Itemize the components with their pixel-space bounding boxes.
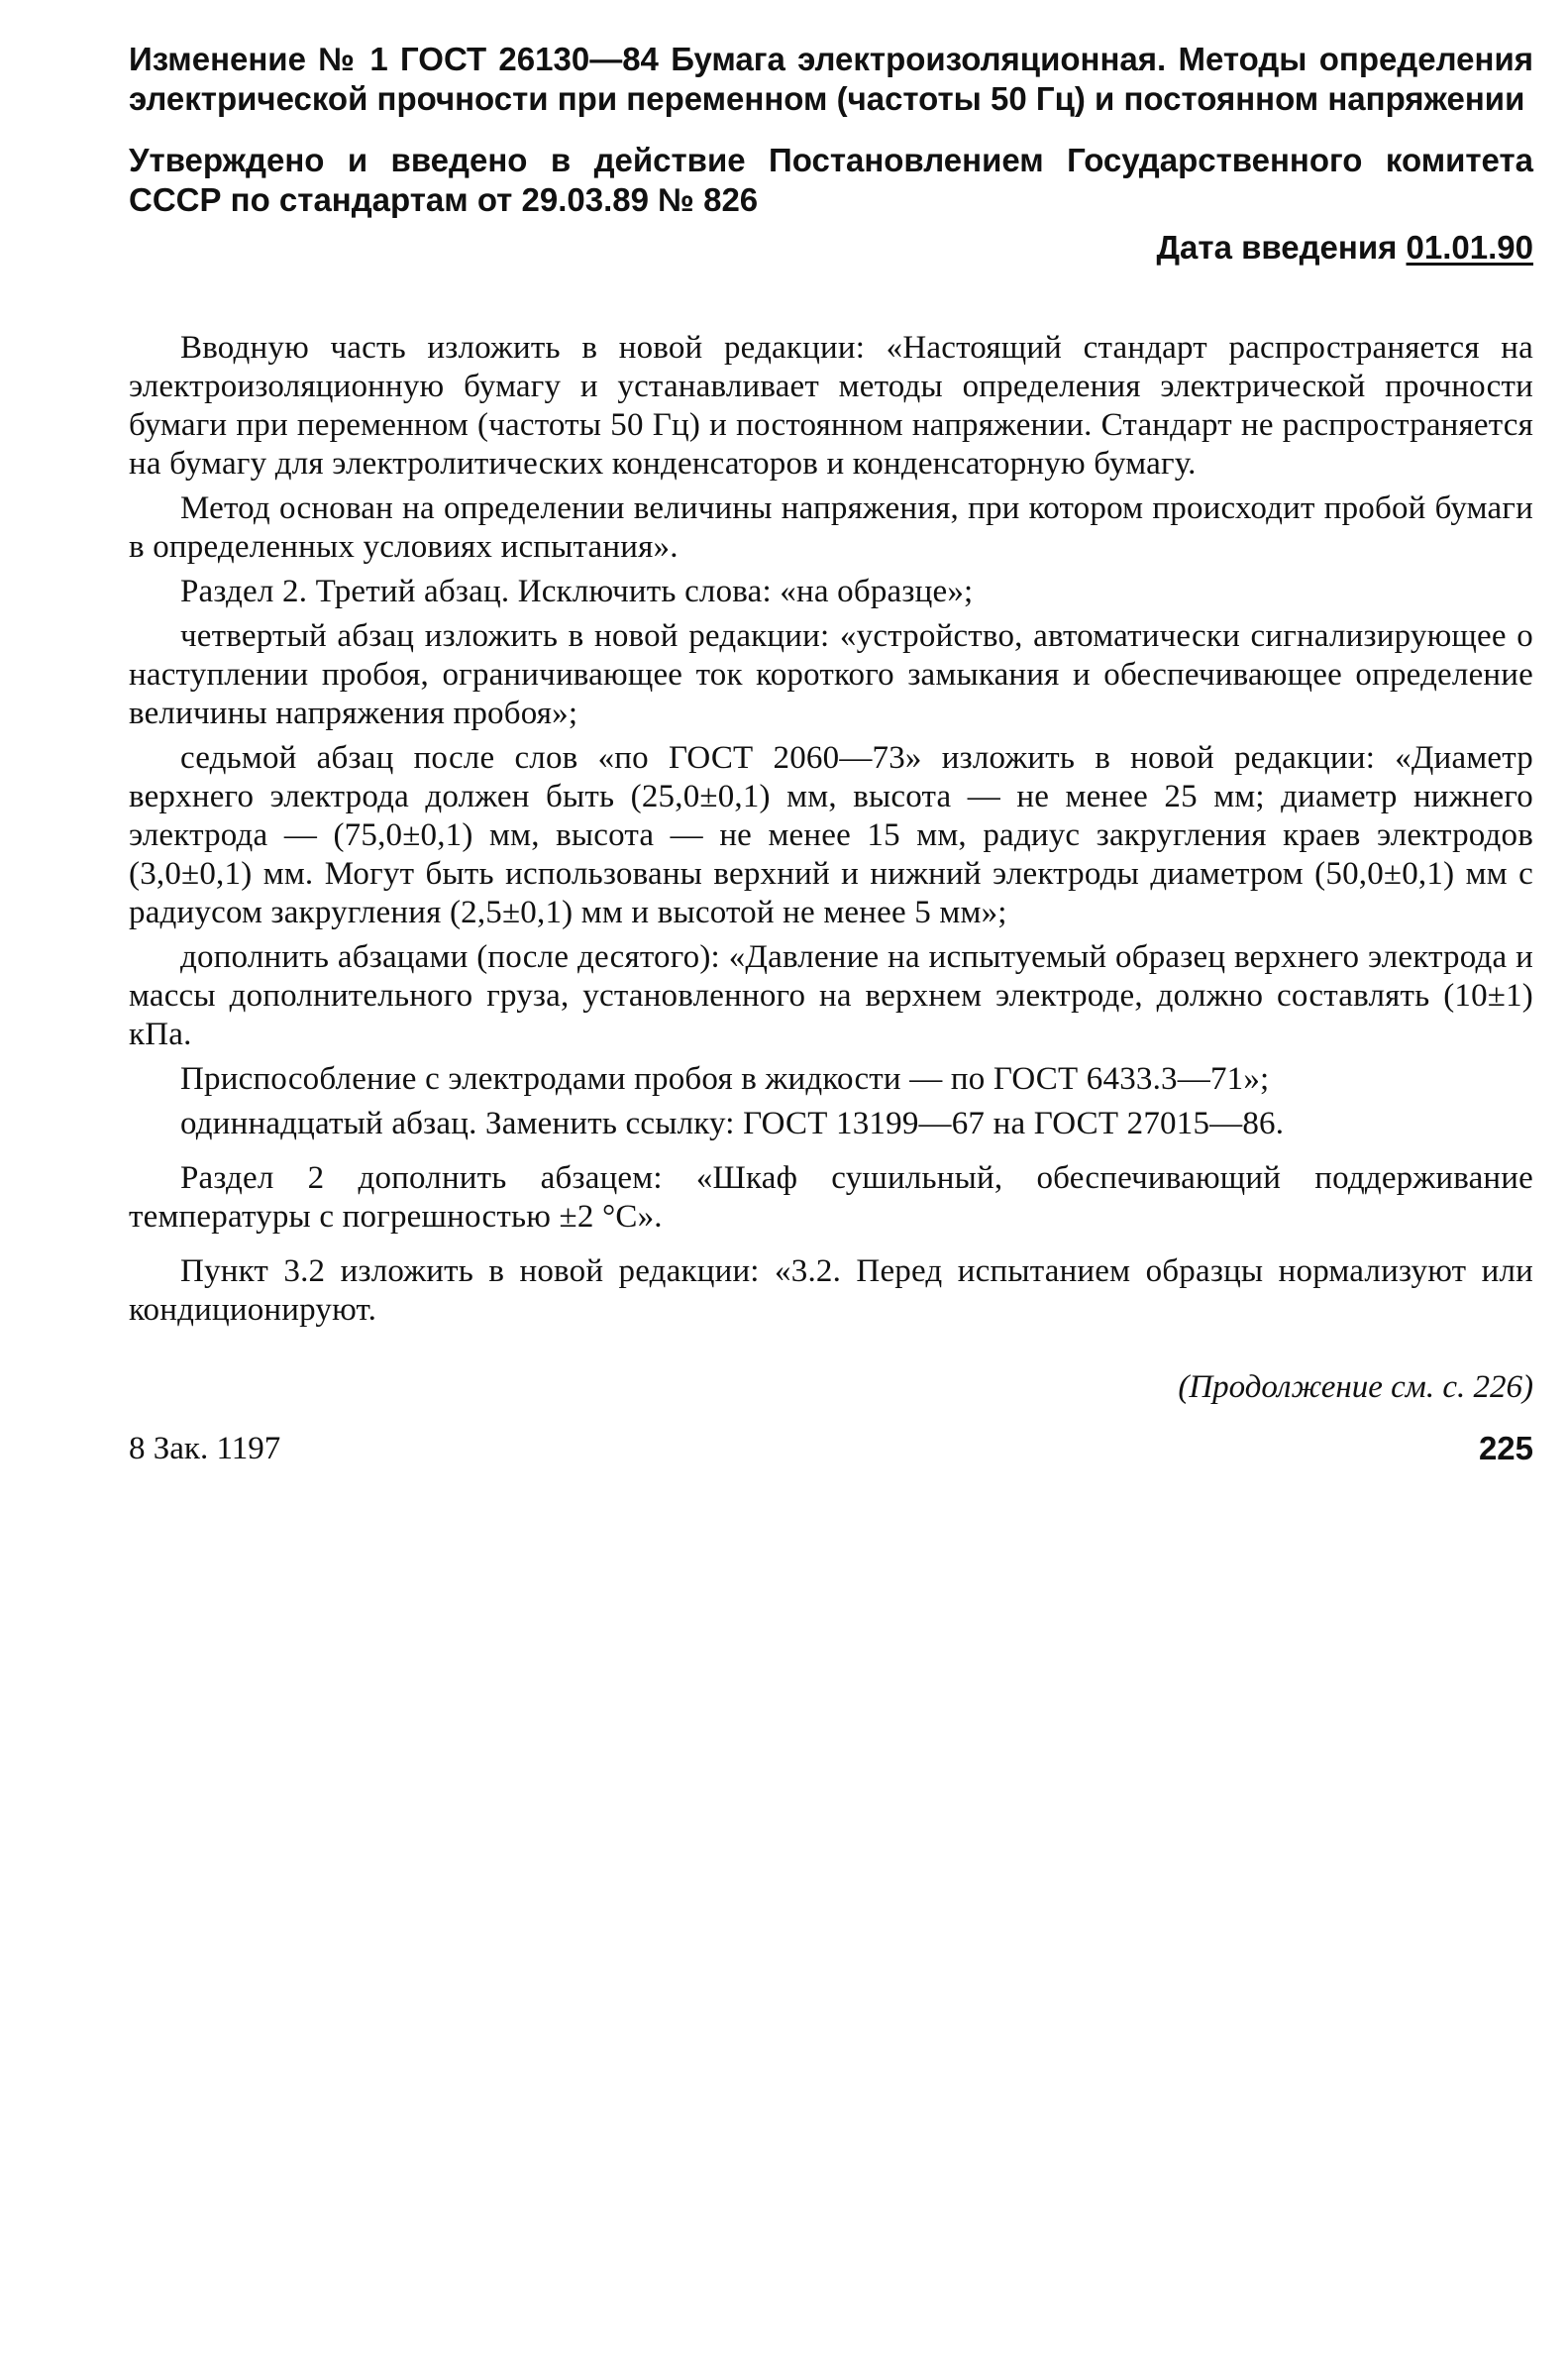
body-text bbox=[129, 329, 1533, 1330]
introduction-date bbox=[129, 228, 1533, 268]
date-value: 01.01.90 bbox=[1406, 229, 1533, 266]
page-footer bbox=[129, 1429, 1533, 1468]
continuation-note: (Продолжение см. с. 226) bbox=[1178, 1369, 1533, 1405]
document-page bbox=[129, 40, 1533, 1468]
paragraph-item-3-2: Пункт 3.2 изложить в новой редакции: «3.2. Перед испытанием образцы нормализуют или кондиционируют. bbox=[129, 1253, 1533, 1328]
paragraph-drying-cabinet: Раздел 2 дополнить абзацем: «Шкаф сушильный, обеспечивающий поддерживание температуры с погрешностью ±2 °С». bbox=[129, 1160, 1533, 1235]
date-label: Дата введения bbox=[1156, 229, 1398, 266]
paragraph-eleventh: одиннадцатый абзац. Заменить ссылку: ГОСТ 13199—67 на ГОСТ 27015—86. bbox=[180, 1106, 1285, 1141]
paragraph-method: Метод основан на определении величины напряжения, при котором происходит пробой бумаги в определенных условиях испытания». bbox=[129, 490, 1533, 565]
paragraph-section2-third: Раздел 2. Третий абзац. Исключить слова: «на образце»; bbox=[180, 574, 974, 609]
amendment-title: Изменение № 1 ГОСТ 26130—84 Бумага электроизоляционная. Методы определения электрической прочности при переменном (частоты 50 Гц) и постоянном напряжении bbox=[129, 41, 1533, 117]
paragraph-add-after-tenth: дополнить абзацами (после десятого): «Давление на испытуемый образец верхнего электрода и массы дополнительного груза, установленного на верхнем электроде, должно составлять (10±1) кПа. bbox=[129, 939, 1533, 1052]
page-number: 225 bbox=[1478, 1430, 1533, 1466]
paragraph-section2-fourth: четвертый абзац изложить в новой редакции: «устройство, автоматически сигнализирующее о наступлении пробоя, ограничивающее ток короткого замыкания и обеспечивающее определение величины напряжения пробоя»; bbox=[129, 618, 1533, 731]
paragraph-section2-seventh: седьмой абзац после слов «по ГОСТ 2060—73» изложить в новой редакции: «Диаметр верхнего электрода должен быть (25,0±0,1) мм, высота — не менее 25 мм; диаметр нижнего электрода — (75,0±0,1) мм, высота — не менее 15 мм, радиус закругления краев электродов (3,0±0,1) мм. Могут быть использованы верхний и нижний электроды диаметром (50,0±0,1) мм с радиусом закругления (2,5±0,1) мм и высотой не менее 5 мм»; bbox=[129, 740, 1533, 930]
paragraph-intro: Вводную часть изложить в новой редакции: «Настоящий стандарт распространяется на электроизоляционную бумагу и устанавливает методы определения электрической прочности бумаги при переменном (частоты 50 Гц) и постоянном напряжении. Стандарт не распространяется на бумагу для электролитических конденсаторов и конденсаторную бумагу. bbox=[129, 330, 1533, 482]
order-number: 8 Зак. 1197 bbox=[129, 1431, 281, 1466]
paragraph-fixture: Приспособление с электродами пробоя в жидкости — по ГОСТ 6433.3—71»; bbox=[180, 1061, 1270, 1097]
approval-statement: Утверждено и введено в действие Постановлением Государственного комитета СССР по стандартам от 29.03.89 № 826 bbox=[129, 142, 1533, 218]
